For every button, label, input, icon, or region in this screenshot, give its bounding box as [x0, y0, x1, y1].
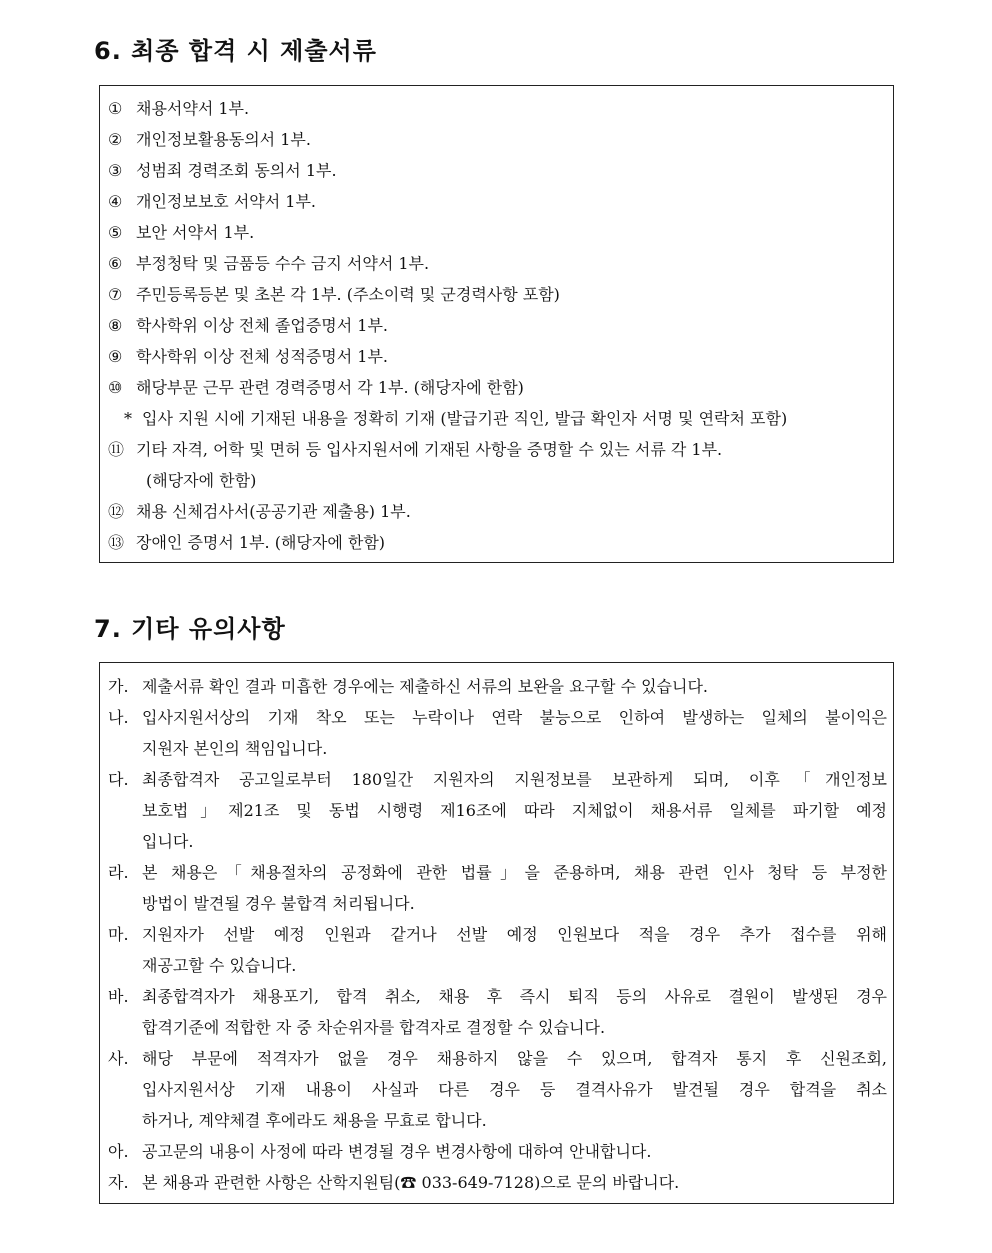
section-7-title: 7. 기타 유의사항 [94, 615, 286, 643]
item-marker: ⑤ [108, 223, 123, 242]
item-text: 학사학위 이상 전체 졸업증명서 1부. [136, 316, 388, 335]
document-item [100, 155, 893, 186]
notice-item [100, 981, 893, 1012]
notice-item [100, 857, 893, 888]
item-text: 부정청탁 및 금품등 수수 금지 서약서 1부. [136, 254, 430, 273]
notice-item-continuation [100, 1012, 893, 1043]
document-item [100, 93, 893, 124]
document-item [100, 124, 893, 155]
item-text: 개인정보활용동의서 1부. [136, 130, 311, 149]
item-text: 합격기준에 적합한 자 중 차순위자를 합격자로 결정할 수 있습니다. [142, 1018, 606, 1037]
document-item [100, 372, 893, 403]
submission-documents-box [99, 85, 894, 563]
item-marker: ② [108, 130, 123, 149]
item-text: 하거나, 계약체결 후에라도 채용을 무효로 합니다. [142, 1111, 487, 1130]
item-text: 학사학위 이상 전체 성적증명서 1부. [136, 347, 388, 366]
item-text: 성범죄 경력조회 동의서 1부. [136, 161, 337, 180]
notice-item-continuation [100, 1105, 893, 1136]
item-text: 제출서류 확인 결과 미흡한 경우에는 제출하신 서류의 보완을 요구할 수 있습니다. [142, 677, 708, 696]
document-item [100, 279, 893, 310]
item-marker: 바. [108, 987, 129, 1006]
item-marker: 라. [108, 863, 129, 882]
item-marker: ⑦ [108, 285, 123, 304]
item-text: 최종합격자 공고일로부터 180일간 지원자의 지원정보를 보관하게 되며, 이후「개인정보 [142, 770, 887, 789]
document-item [100, 434, 893, 465]
document-item [100, 310, 893, 341]
item-marker: ① [108, 99, 123, 118]
notice-item [100, 671, 893, 702]
notice-item [100, 1043, 893, 1074]
notice-item-continuation [100, 888, 893, 919]
document-item [100, 527, 893, 558]
notice-item [100, 702, 893, 733]
section-6-title: 6. 최종 합격 시 제출서류 [94, 37, 377, 65]
item-text: 입사지원서상의 기재 착오 또는 누락이나 연락 불능으로 인하여 발생하는 일체의 불이익은 [142, 708, 887, 727]
notes-box [99, 662, 894, 1204]
item-marker: 가. [108, 677, 129, 696]
item-text: 보호법」제21조 및 동법 시행령 제16조에 따라 지체없이 채용서류 일체를 파기할 예정 [142, 801, 887, 820]
notice-item [100, 919, 893, 950]
item-marker: 자. [108, 1173, 129, 1192]
document-item [100, 186, 893, 217]
item-marker: 아. [108, 1142, 129, 1161]
item-text: 입사지원서상 기재 내용이 사실과 다른 경우 등 결격사유가 발견될 경우 합격을 취소 [142, 1080, 887, 1099]
item-marker: 사. [108, 1049, 129, 1068]
item-text: 주민등록등본 및 초본 각 1부. (주소이력 및 군경력사항 포함) [136, 285, 560, 304]
notice-item [100, 764, 893, 795]
notice-item [100, 1136, 893, 1167]
item-text: 재공고할 수 있습니다. [142, 956, 297, 975]
item-marker: ③ [108, 161, 123, 180]
item-marker: * [124, 409, 132, 428]
item-text: 공고문의 내용이 사정에 따라 변경될 경우 변경사항에 대하여 안내합니다. [142, 1142, 652, 1161]
document-item [100, 341, 893, 372]
item-text: 지원자 본인의 책임입니다. [142, 739, 328, 758]
item-text: 채용 신체검사서(공공기관 제출용) 1부. [136, 502, 411, 521]
item-continuation: (해당자에 한함) [146, 471, 257, 490]
notice-item [100, 1167, 893, 1198]
notice-item-continuation [100, 950, 893, 981]
item-text: 보안 서약서 1부. [136, 223, 255, 242]
item-text: 장애인 증명서 1부. (해당자에 한함) [136, 533, 386, 552]
note-item [100, 403, 893, 434]
item-text: 기타 자격, 어학 및 면허 등 입사지원서에 기재된 사항을 증명할 수 있는 서류 각 1부. [136, 440, 723, 459]
item-marker: ⑪ [108, 440, 125, 459]
notice-item-continuation [100, 733, 893, 764]
item-text: 본 채용은「채용절차의 공정화에 관한 법률」을 준용하며, 채용 관련 인사 청탁 등 부정한 [142, 863, 887, 882]
item-marker: ⑨ [108, 347, 123, 366]
item-marker: ⑥ [108, 254, 123, 273]
item-marker: 나. [108, 708, 129, 727]
item-marker: ⑧ [108, 316, 123, 335]
notice-item-continuation [100, 795, 893, 826]
item-text: 개인정보보호 서약서 1부. [136, 192, 316, 211]
item-marker: 마. [108, 925, 129, 944]
item-marker: ④ [108, 192, 123, 211]
item-marker: ⑩ [108, 378, 123, 397]
item-text: 해당 부문에 적격자가 없을 경우 채용하지 않을 수 있으며, 합격자 통지 후 신원조회, [142, 1049, 887, 1068]
document-item [100, 217, 893, 248]
notice-item-continuation [100, 1074, 893, 1105]
item-marker: ⑫ [108, 502, 125, 521]
item-text: 지원자가 선발 예정 인원과 같거나 선발 예정 인원보다 적을 경우 추가 접수를 위해 [142, 925, 887, 944]
item-marker: 다. [108, 770, 129, 789]
notice-item-continuation [100, 826, 893, 857]
item-text: 입사 지원 시에 기재된 내용을 정확히 기재 (발급기관 직인, 발급 확인자 서명 및 연락처 포함) [142, 409, 788, 428]
document-item [100, 248, 893, 279]
item-marker: ⑬ [108, 533, 125, 552]
item-text: 채용서약서 1부. [136, 99, 250, 118]
item-text: 입니다. [142, 832, 194, 851]
document-item [100, 496, 893, 527]
item-text: 해당부문 근무 관련 경력증명서 각 1부. (해당자에 한함) [136, 378, 524, 397]
item-text: 방법이 발견될 경우 불합격 처리됩니다. [142, 894, 415, 913]
item-text: 최종합격자가 채용포기, 합격 취소, 채용 후 즉시 퇴직 등의 사유로 결원이 발생된 경우 [142, 987, 887, 1006]
item-text: 본 채용과 관련한 사항은 산학지원팀(☎ 033-649-7128)으로 문의 바랍니다. [142, 1173, 680, 1192]
